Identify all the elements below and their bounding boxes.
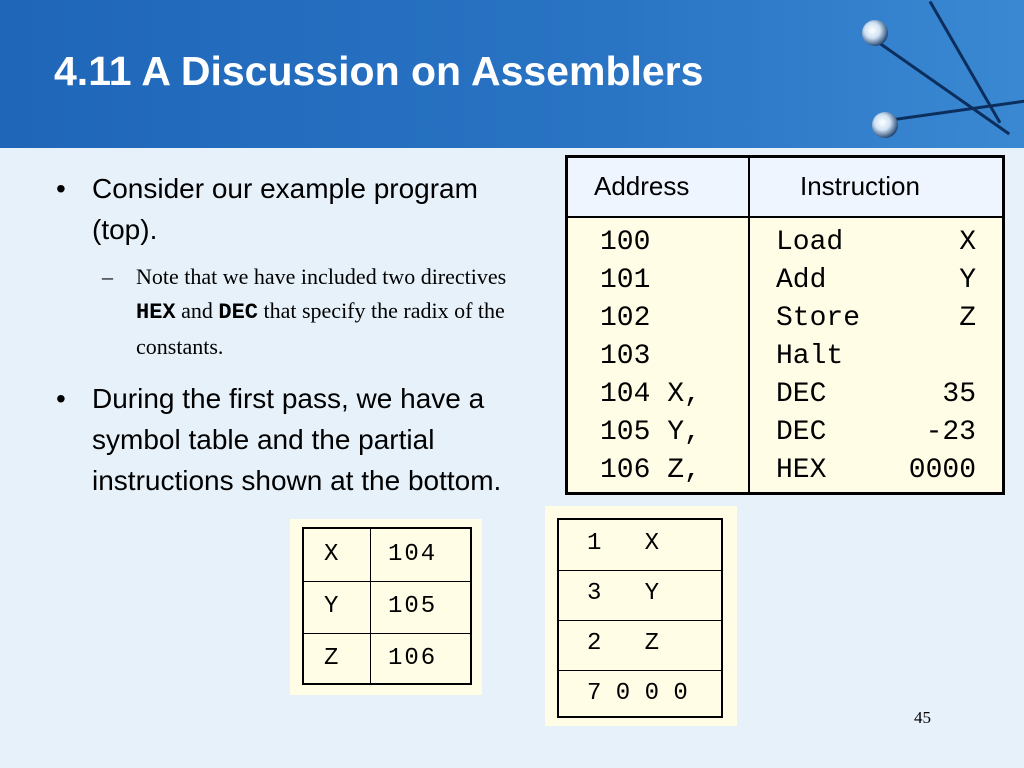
opcode-cell: DEC [776,417,827,448]
dash-icon: – [102,264,113,289]
opcode-cell: Store [776,303,861,334]
sub-text-part2: that specify the radix of the constants. [136,298,505,359]
bullet-text: Consider our example program (top). [92,173,478,245]
table-row [568,341,1002,379]
symbol-table [302,527,472,685]
decorative-dot [862,20,888,46]
table-row [304,529,470,582]
address-cell: 106 Z, [600,455,701,486]
bullet-text: During the first pass, we have a symbol table and the partial instructions shown at the bottom. [92,383,502,496]
decorative-line [880,96,1024,123]
bullet-item [56,378,542,501]
table-row [568,303,1002,341]
slide-title: 4.11 A Discussion on Assemblers [54,48,704,94]
bullet-list [56,168,536,501]
table-row [568,455,1002,493]
table-row [559,570,721,621]
slide-content [0,148,1024,768]
opcode-cell: HEX [776,455,827,486]
operand-cell: 35 [942,379,976,410]
operand-cell: Z [959,303,976,334]
address-cell: 100 [600,227,651,258]
partial-instructions-panel [545,506,737,726]
table-row [559,670,721,720]
table-row [568,379,1002,417]
table-row [304,633,470,685]
address-cell: 102 [600,303,651,334]
address-header: Address [594,171,690,201]
table-row [559,620,721,671]
partial-instructions-table [557,518,723,718]
decorative-dot [872,112,898,138]
title-bar [0,0,1024,148]
partial-instruction-cell: 2 Z [587,630,660,657]
opcode-cell: Add [776,265,827,296]
address-cell: 101 [600,265,651,296]
bullet-dot-icon: • [56,383,66,414]
bullet-dot-icon: • [56,173,66,204]
address-cell: 104 X, [600,379,701,410]
symbol-address-cell: 106 [388,645,438,672]
symbol-cell: Z [324,645,339,672]
partial-instruction-cell: 3 Y [587,580,660,607]
sub-text-part1: Note that we have included two directives [136,264,507,289]
table-row [568,265,1002,303]
program-table-header [568,158,1002,218]
symbol-table-panel [290,519,482,695]
symbol-address-cell: 104 [388,541,438,568]
operand-cell: Y [959,265,976,296]
table-row [304,581,470,634]
table-row [568,227,1002,265]
symbol-address-cell: 105 [388,593,438,620]
sub-bullet-item [102,260,536,364]
symbol-cell: X [324,541,339,568]
operand-cell: -23 [925,417,976,448]
address-cell: 103 [600,341,651,372]
dec-directive: DEC [218,300,258,325]
symbol-cell: Y [324,593,339,620]
program-table [565,155,1005,495]
address-cell: 105 Y, [600,417,701,448]
sub-text-and: and [175,298,219,323]
partial-instruction-cell: 7 0 0 0 [587,680,688,707]
instruction-header: Instruction [800,171,920,201]
partial-instruction-cell: 1 X [587,530,660,557]
opcode-cell: DEC [776,379,827,410]
table-row [559,520,721,571]
operand-cell: X [959,227,976,258]
hex-directive: HEX [136,300,176,325]
operand-cell: 0000 [908,455,976,486]
table-row [568,417,1002,455]
bullet-item [56,168,536,250]
opcode-cell: Load [776,227,844,258]
page-number: 45 [914,708,931,727]
opcode-cell: Halt [776,341,844,372]
